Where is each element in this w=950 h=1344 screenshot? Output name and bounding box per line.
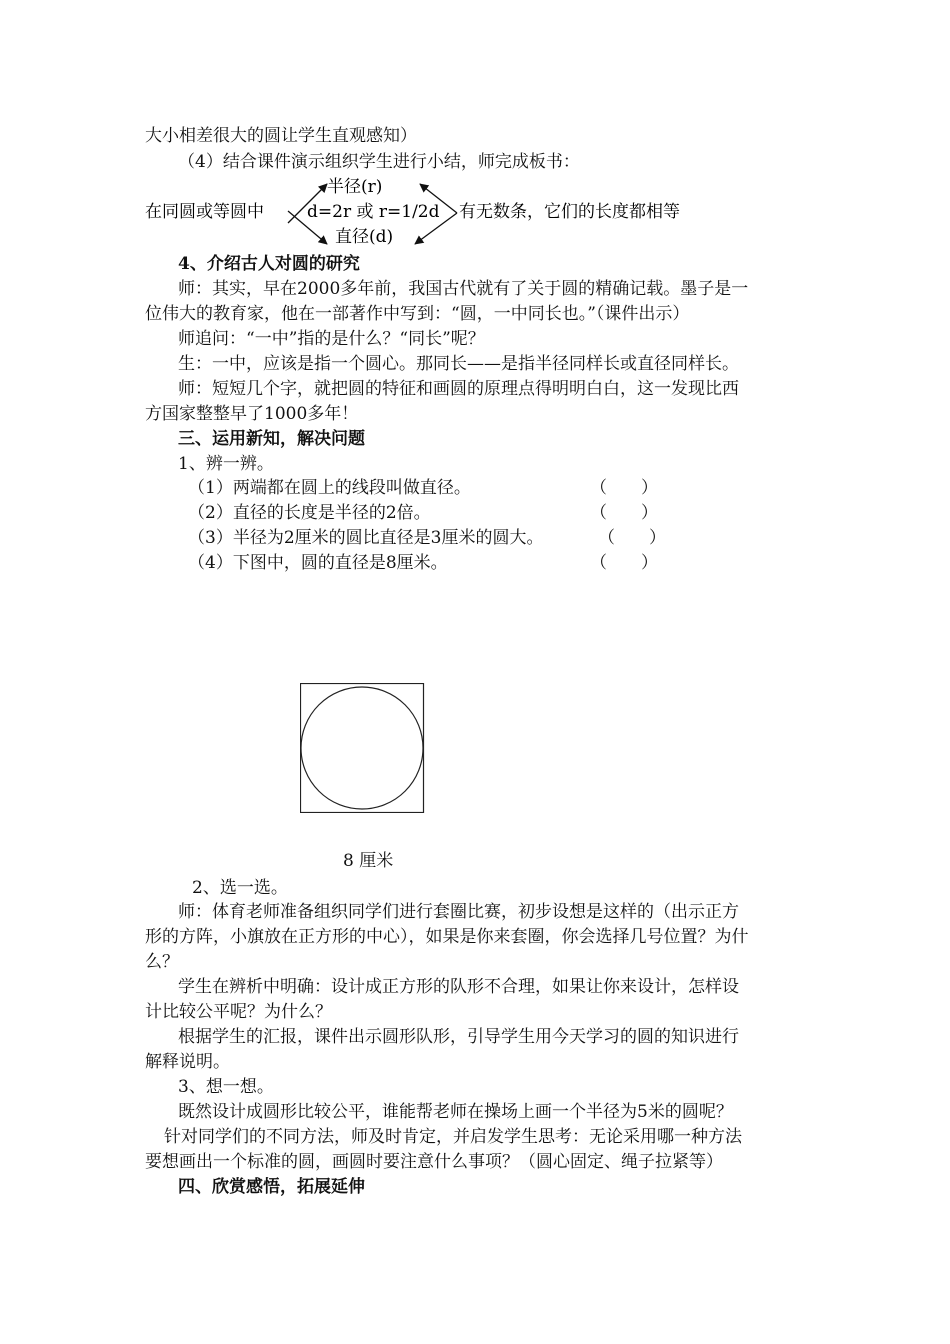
section-heading: 4、介绍古人对圆的研究 <box>178 254 360 274</box>
diagram-diameter: 直径(d) <box>335 227 394 247</box>
text-line: 根据学生的汇报，课件出示圆形队形，引导学生用今天学习的圆的知识进行 <box>178 1027 739 1047</box>
answer-blank[interactable]: （ ） <box>590 503 658 523</box>
circle-shape <box>301 687 423 809</box>
text-line: 师追问：“一中”指的是什么？“同长”呢？ <box>178 329 485 349</box>
text-line: 3、想一想。 <box>178 1077 274 1097</box>
text-line: 解释说明。 <box>145 1052 230 1072</box>
answer-blank[interactable]: （ ） <box>590 553 658 573</box>
figure-caption: 8 厘米 <box>343 851 394 871</box>
arrow-diagram-svg <box>145 176 745 252</box>
text-line: 大小相差很大的圆让学生直观感知） <box>145 126 417 146</box>
text-line: 位伟大的教育家，他在一部著作中写到：“圆，一中同长也。”（课件出示） <box>145 304 690 324</box>
text-line: 学生在辨析中明确：设计成正方形的队形不合理，如果让你来设计，怎样设 <box>178 977 739 997</box>
text-line: 形的方阵，小旗放在正方形的中心），如果是你来套圈，你会选择几号位置？为什 <box>145 927 749 947</box>
text-line: 师：短短几个字，就把圆的特征和画圆的原理点得明明白白，这一发现比西 <box>178 379 739 399</box>
board-diagram <box>145 176 745 252</box>
text-line: 方国家整整早了1000多年！ <box>145 404 359 424</box>
answer-blank[interactable]: （ ） <box>590 478 658 498</box>
square-shape <box>301 684 424 813</box>
answer-blank[interactable]: （ ） <box>598 528 666 548</box>
text-line: 么？ <box>145 952 179 972</box>
section-heading: 三、运用新知，解决问题 <box>178 429 365 449</box>
text-line: 既然设计成圆形比较公平，谁能帮老师在操场上画一个半径为5米的圆呢？ <box>178 1102 733 1122</box>
text-line: 生：一中，应该是指一个圆心。那同长——是指半径同样长或直径同样长。 <box>178 354 739 374</box>
diagram-left-text: 在同圆或等圆中 <box>145 202 264 222</box>
text-line: （4）结合课件演示组织学生进行小结，师完成板书： <box>178 152 580 172</box>
square-circle-figure <box>300 683 425 817</box>
diagram-radius: 半径(r) <box>327 177 383 197</box>
text-line: 1、辨一辨。 <box>178 454 274 474</box>
text-line: 师：其实，早在2000多年前，我国古代就有了关于圆的精确记载。墨子是一 <box>178 279 749 299</box>
section-heading: 四、欣赏感悟，拓展延伸 <box>178 1177 365 1197</box>
text-line: 针对同学们的不同方法，师及时肯定，并启发学生思考：无论采用哪一种方法 <box>164 1127 742 1147</box>
text-line: 师：体育老师准备组织同学们进行套圈比赛，初步设想是这样的（出示正方 <box>178 902 739 922</box>
judgement-item: （3）半径为2厘米的圆比直径是3厘米的圆大。 <box>188 528 544 548</box>
diagram-right-text: 有无数条，它们的长度都相等 <box>459 202 680 222</box>
text-line: 计比较公平呢？为什么？ <box>145 1002 332 1022</box>
judgement-item: （1）两端都在圆上的线段叫做直径。 <box>188 478 471 498</box>
judgement-item: （2）直径的长度是半径的2倍。 <box>188 503 431 523</box>
judgement-item: （4）下图中，圆的直径是8厘米。 <box>188 553 448 573</box>
text-line: 要想画出一个标准的圆，画圆时要注意什么事项？（圆心固定、绳子拉紧等） <box>145 1152 723 1172</box>
text-line: 2、选一选。 <box>192 878 288 898</box>
diagram-relation: d=2r 或 r=1/2d <box>307 202 440 222</box>
